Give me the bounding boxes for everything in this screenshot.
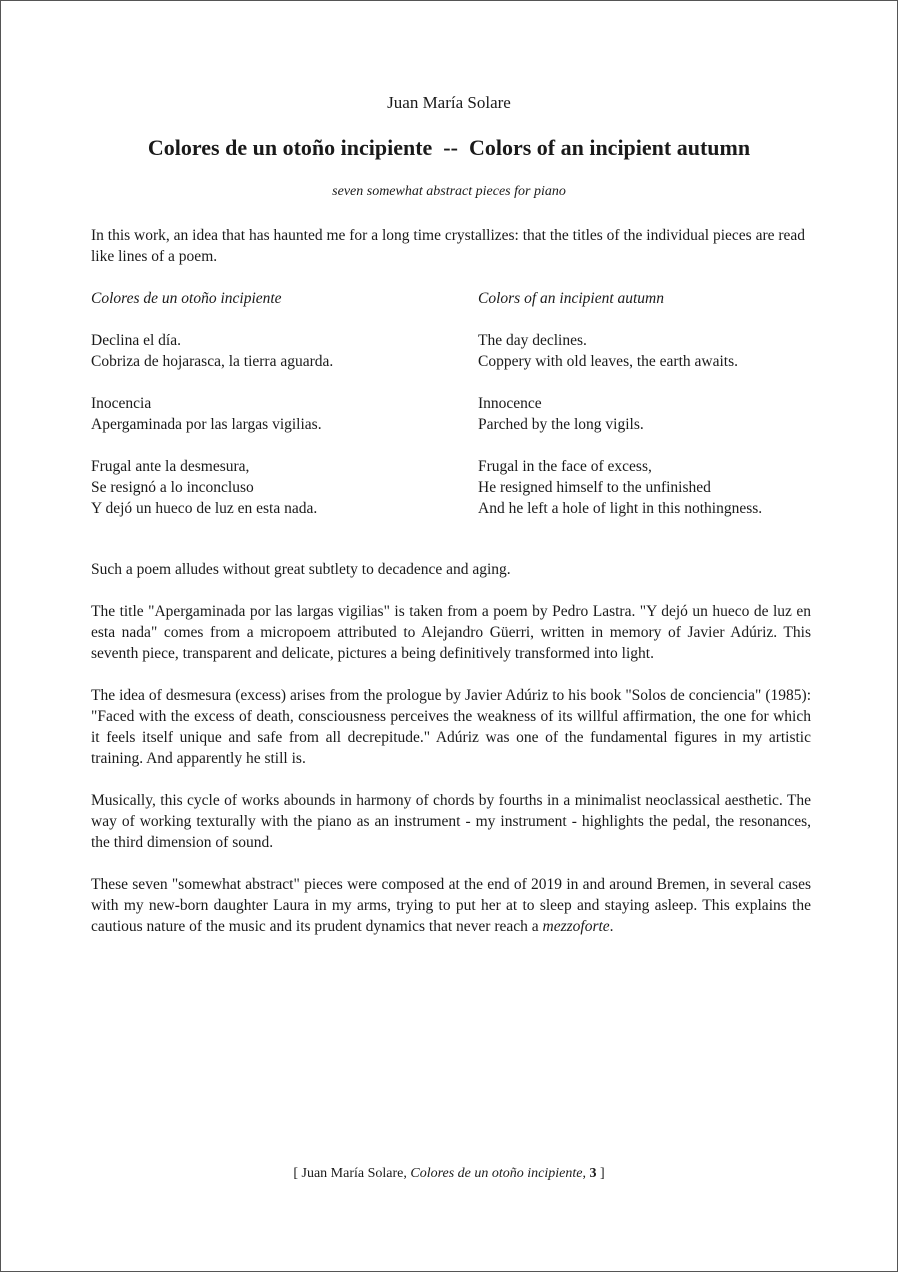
poem-spanish-column: [91, 288, 478, 540]
poem-line: He resigned himself to the unfinished: [478, 479, 711, 496]
footer-separator: ,: [582, 1166, 590, 1181]
poem-english-heading: Colors of an incipient autumn: [478, 290, 664, 307]
poem-line: Cobriza de hojarasca, la tierra aguarda.: [91, 353, 334, 370]
poem-stanza: [91, 393, 478, 435]
page-title: Colores de un otoño incipiente -- Colors of an incipient autumn: [147, 135, 751, 160]
paragraph-text: These seven "somewhat abstract" pieces were composed at the end of 2019 in and around Bremen, in several cases with my new-born daughter Laura in my arms, trying to put her at to sleep and staying asleep. This explains the cautious nature of the music and its prudent dynamics that never reach a: [91, 876, 811, 935]
author-name: Juan María Solare: [387, 93, 511, 112]
emphasis-term: mezzoforte: [542, 918, 610, 935]
poem-line: Frugal ante la desmesura,: [91, 458, 250, 475]
poem-line: Apergaminada por las largas vigilias.: [91, 416, 322, 433]
poem-line: Parched by the long vigils.: [478, 416, 644, 433]
poem-line: The day declines.: [478, 332, 587, 349]
intro-paragraph: In this work, an idea that has haunted me for a long time crystallizes: that the titles of the individual pieces are read like lines of a poem.: [91, 227, 806, 265]
poem-line: Y dejó un hueco de luz en esta nada.: [91, 500, 318, 517]
poem-english-column: [478, 288, 811, 540]
poem-line: Coppery with old leaves, the earth awaits.: [478, 353, 738, 370]
footer-work-title: Colores de un otoño incipiente: [410, 1166, 583, 1181]
poem-stanza: [91, 330, 478, 372]
poem-spanish-heading: Colores de un otoño incipiente: [91, 290, 282, 307]
poem-stanza: [478, 456, 811, 519]
poem-stanza: [91, 456, 478, 519]
poem-line: Innocence: [478, 395, 542, 412]
poem-line: And he left a hole of light in this nothingness.: [478, 500, 763, 517]
footer-close: ]: [596, 1166, 605, 1181]
body-paragraph: Such a poem alludes without great subtlety to decadence and aging.: [91, 561, 511, 578]
body-paragraph: The idea of desmesura (excess) arises from the prologue by Javier Adúriz to his book "Solos de conciencia" (1985): "Faced with the excess of death, consciousness perceives the weakness of its willful affirmation, the one for which it feels itself unique and safe from all decrepitude." Adúriz was one of the fundamental figures in my artistic training. And apparently he still is.: [91, 687, 811, 767]
subtitle: seven somewhat abstract pieces for piano: [332, 184, 566, 199]
body-paragraph: The title "Apergaminada por las largas vigilias" is taken from a poem by Pedro Lastra. "Y dejó un hueco de luz en esta nada" comes from a micropoem attributed to Alejandro Güerri, written in memory of Javier Adúriz. This seventh piece, transparent and delicate, pictures a being definitively transformed into light.: [91, 603, 811, 662]
body-text: [91, 559, 811, 958]
page-footer: [1, 1166, 897, 1182]
body-paragraph-last: [91, 874, 811, 937]
poem-line: Se resignó a lo inconcluso: [91, 479, 254, 496]
poem-line: Frugal in the face of excess,: [478, 458, 652, 475]
paragraph-end: .: [609, 918, 614, 935]
footer-open: [ Juan María Solare,: [293, 1166, 411, 1181]
body-paragraph: Musically, this cycle of works abounds in harmony of chords by fourths in a minimalist neoclassical aesthetic. The way of working texturally with the piano as an instrument - my instrument - highlights the pedal, the resonances, the third dimension of sound.: [91, 792, 811, 851]
poem-stanza: [478, 330, 811, 372]
page-number: 3: [589, 1166, 597, 1181]
poem-columns: [91, 288, 811, 540]
poem-stanza: [478, 393, 811, 435]
poem-line: Inocencia: [91, 395, 152, 412]
poem-line: Declina el día.: [91, 332, 181, 349]
